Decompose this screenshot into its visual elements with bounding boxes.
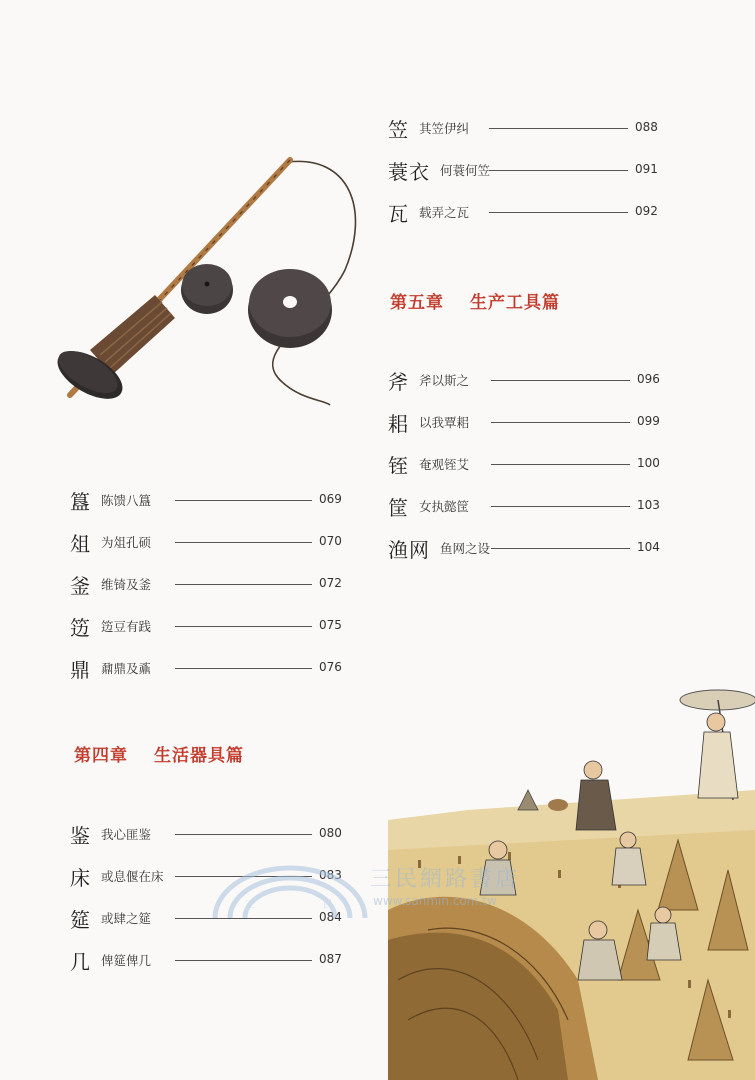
toc-entry (70, 570, 151, 598)
toc-entry (70, 946, 151, 974)
toc-entry (70, 820, 151, 848)
toc-entry-phrase: 鼐鼎及鼒 (101, 661, 152, 676)
toc-entry-phrase: 鱼网之设 (440, 541, 491, 556)
toc-entry-phrase: 俾筵俾几 (101, 953, 152, 968)
toc-entry-phrase: 其笠伊纠 (419, 121, 470, 136)
toc-page-number: 075 (319, 618, 342, 632)
toc-entry-character: 几 (70, 949, 91, 974)
toc-entry-phrase: 奄观铚艾 (419, 457, 470, 472)
toc-page-number: 088 (635, 120, 658, 134)
chapter-5-number: 第五章 (390, 293, 444, 313)
toc-entry-phrase: 我心匪鉴 (101, 827, 152, 842)
watermark-text: 三民網路書店 (370, 867, 521, 892)
toc-page-number: 091 (635, 162, 658, 176)
toc-entry-phrase: 何蓑何笠 (440, 163, 491, 178)
toc-leader-line (175, 834, 312, 835)
toc-entry-character: 瓦 (388, 201, 409, 226)
toc-entry-character: 笾 (70, 615, 91, 640)
toc-leader-line (175, 876, 312, 877)
chapter-4-title (74, 741, 244, 766)
toc-entry-phrase: 女执懿筐 (419, 499, 470, 514)
toc-entry (70, 862, 164, 890)
toc-entry (388, 156, 490, 184)
toc-page-number: 087 (319, 952, 342, 966)
toc-page-number: 092 (635, 204, 658, 218)
right-top-toc-list (388, 114, 668, 234)
toc-page-number: 096 (637, 372, 660, 386)
spindle-whorl-illustration (50, 150, 360, 410)
toc-entry (70, 654, 151, 682)
toc-entry-character: 簋 (70, 489, 91, 514)
toc-entry (388, 408, 469, 436)
toc-entry-character: 釜 (70, 573, 91, 598)
watermark-logo-left: 三 (245, 900, 255, 911)
toc-page-number: 100 (637, 456, 660, 470)
toc-entry (70, 904, 151, 932)
toc-leader-line (175, 542, 312, 543)
toc-entry-phrase: 笾豆有践 (101, 619, 152, 634)
toc-leader-line (175, 668, 312, 669)
toc-page-number: 099 (637, 414, 660, 428)
toc-entry-phrase: 斧以斯之 (419, 373, 470, 388)
toc-leader-line (491, 506, 630, 507)
toc-page-number: 080 (319, 826, 342, 840)
harvest-scene-illustration (388, 680, 755, 1080)
toc-entry (70, 486, 151, 514)
toc-leader-line (175, 500, 312, 501)
toc-leader-line (489, 212, 628, 213)
toc-page-number: 084 (319, 910, 342, 924)
toc-entry-character: 俎 (70, 531, 91, 556)
toc-leader-line (491, 380, 630, 381)
toc-entry-phrase: 以我覃耜 (419, 415, 470, 430)
chapter-5-title (390, 288, 560, 313)
toc-entry-character: 鉴 (70, 823, 91, 848)
toc-entry-character: 渔网 (388, 537, 430, 562)
toc-entry-character: 笠 (388, 117, 409, 142)
toc-entry-phrase: 或息偃在床 (101, 869, 164, 884)
toc-entry-character: 耜 (388, 411, 409, 436)
toc-page-number: 103 (637, 498, 660, 512)
watermark-url: www.sanmin.com.tw (373, 894, 497, 908)
toc-page-number: 069 (319, 492, 342, 506)
toc-page-number: 104 (637, 540, 660, 554)
toc-leader-line (175, 960, 312, 961)
toc-entry-character: 鼎 (70, 657, 91, 682)
toc-entry (388, 114, 469, 142)
toc-entry (388, 534, 490, 562)
toc-page-number: 076 (319, 660, 342, 674)
toc-entry-character: 蓑衣 (388, 159, 430, 184)
toc-leader-line (175, 584, 312, 585)
chapter-4-name: 生活器具篇 (154, 746, 244, 766)
toc-entry (388, 492, 469, 520)
toc-page-number: 072 (319, 576, 342, 590)
watermark-logo-right: 民 (323, 900, 333, 911)
chapter-5-toc-list (388, 366, 668, 566)
left-toc-list (70, 486, 350, 686)
toc-leader-line (175, 626, 312, 627)
toc-entry-character: 筵 (70, 907, 91, 932)
toc-leader-line (175, 918, 312, 919)
toc-entry (388, 450, 469, 478)
toc-entry (388, 198, 469, 226)
toc-entry (70, 528, 151, 556)
toc-leader-line (489, 170, 628, 171)
toc-entry-character: 斧 (388, 369, 409, 394)
chapter-4-number: 第四章 (74, 746, 128, 766)
chapter-4-toc-list (70, 820, 350, 990)
toc-entry-phrase: 陈馈八簋 (101, 493, 152, 508)
toc-page-number: 070 (319, 534, 342, 548)
toc-entry-phrase: 为俎孔硕 (101, 535, 152, 550)
toc-leader-line (491, 464, 630, 465)
toc-leader-line (491, 548, 630, 549)
toc-page-number: 083 (319, 868, 342, 882)
toc-entry-character: 筐 (388, 495, 409, 520)
toc-leader-line (489, 128, 628, 129)
toc-entry-phrase: 维锜及釜 (101, 577, 152, 592)
toc-entry-phrase: 或肆之筵 (101, 911, 152, 926)
toc-entry-phrase: 载弄之瓦 (419, 205, 470, 220)
chapter-5-name: 生产工具篇 (470, 293, 560, 313)
toc-entry (388, 366, 469, 394)
toc-entry-character: 床 (70, 865, 91, 890)
toc-leader-line (491, 422, 630, 423)
toc-entry (70, 612, 151, 640)
toc-entry-character: 铚 (388, 453, 409, 478)
